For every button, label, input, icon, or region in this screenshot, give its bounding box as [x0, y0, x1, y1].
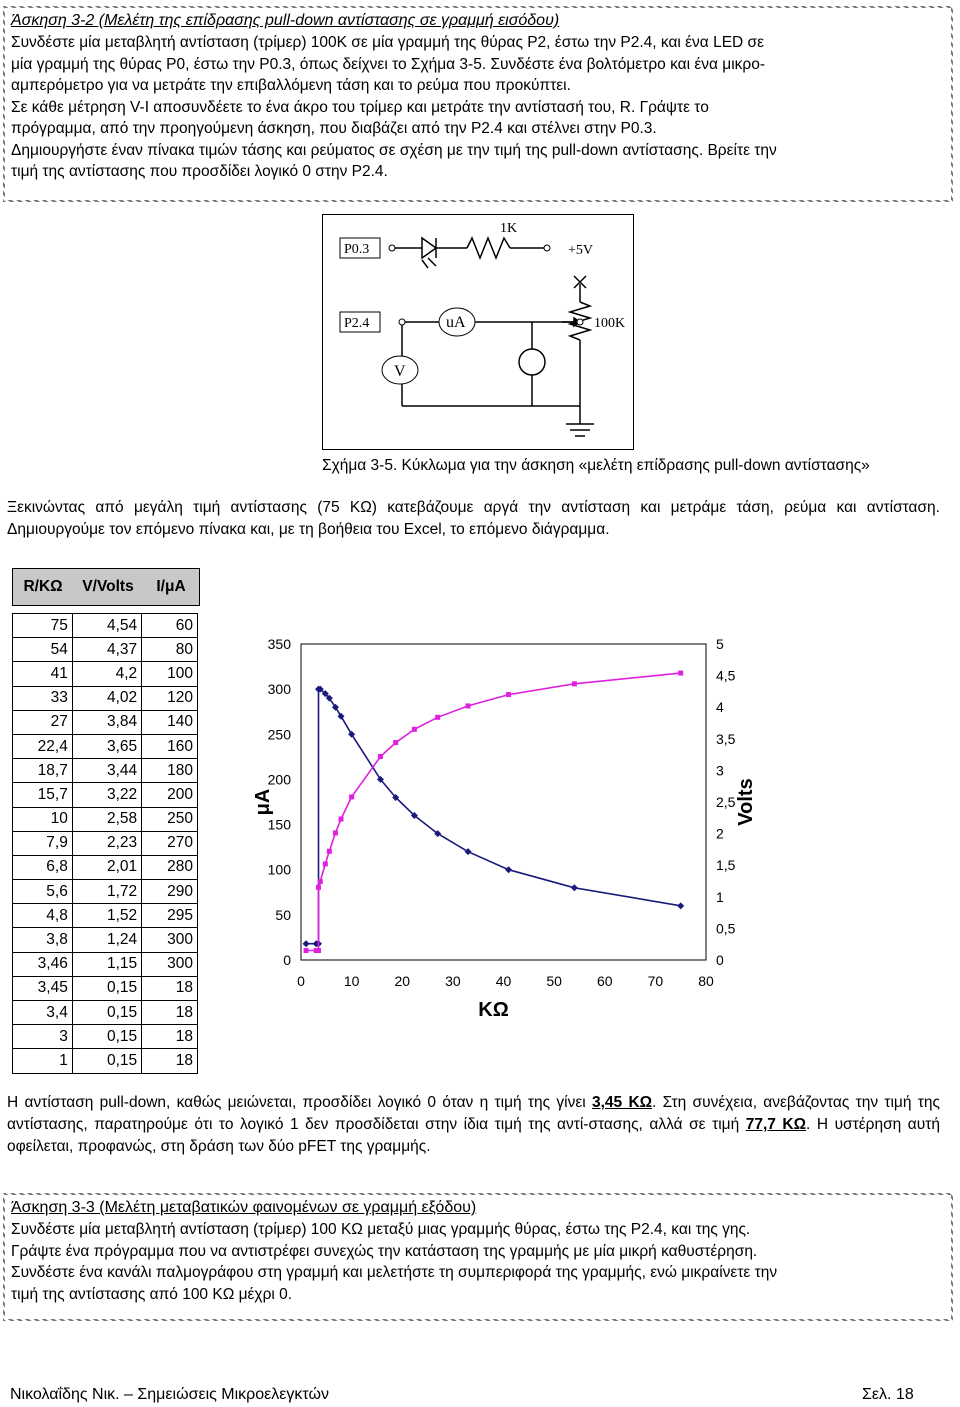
- cell-r: 7,9: [13, 831, 73, 855]
- point-volts: [435, 715, 440, 720]
- point-volts: [323, 861, 328, 866]
- y-tick-label: 250: [267, 726, 291, 743]
- y-tick-label: 150: [267, 816, 291, 833]
- cell-v: 3,84: [72, 710, 141, 734]
- cell-v: 0,15: [72, 1025, 141, 1049]
- y-tick-label: 350: [267, 636, 291, 652]
- cell-r: 4,8: [13, 904, 73, 928]
- point-volts: [466, 703, 471, 708]
- exercise-3-3-text: [11, 1219, 945, 1305]
- cell-r: 3,45: [13, 976, 73, 1000]
- cell-i: 18: [142, 1025, 198, 1049]
- cell-r: 10: [13, 807, 73, 831]
- ex32-line: Δημιουργήστε έναν πίνακα τιμών τάσης και ρεύματος σε σχέση με την τιμή της pull-down αντίστασης. Βρείτε την: [11, 141, 777, 159]
- cell-v: 1,52: [72, 904, 141, 928]
- point-volts: [304, 948, 309, 953]
- table-row: [13, 1001, 198, 1025]
- cell-r: 75: [13, 614, 73, 638]
- y2-tick-label: 3,5: [716, 730, 736, 747]
- intro-paragraph: Ξεκινώντας από μεγάλη τιμή αντίστασης (75 ΚΩ) κατεβάζουμε αργά την αντίσταση και μετράμε τάση, ρεύμα και αντίσταση. Δημιουργούμε τον επόμενο πίνακα και, με τη βοήθεια του Excel, το επόμενο διάγραμμα.: [7, 499, 940, 538]
- cell-i: 120: [142, 686, 198, 710]
- cell-v: 4,2: [72, 662, 141, 686]
- x-axis-label: ΚΩ: [478, 999, 509, 1021]
- label-ua: uA: [446, 314, 466, 331]
- figure-caption: Σχήμα 3-5. Κύκλωμα για την άσκηση «μελέτη επίδρασης pull-down αντίστασης»: [322, 457, 870, 474]
- cell-v: 0,15: [72, 1049, 141, 1073]
- ex33-line: τιμή της αντίστασης από 100 ΚΩ μέχρι 0.: [11, 1285, 293, 1303]
- ex32-line: Συνδέστε μία μεταβλητή αντίσταση (τρίμερ) 100K σε μία γραμμή της θύρας P2, έστω την P2.4, και ένα LED σε: [11, 34, 765, 51]
- table-row: [13, 734, 198, 758]
- exercise-3-2-title: Άσκηση 3-2 (Μελέτη της επίδρασης pull-down αντίστασης σε γραμμή εισόδου): [11, 12, 560, 29]
- label-5v: +5V: [568, 243, 594, 258]
- cell-r: 33: [13, 686, 73, 710]
- table-row: [13, 928, 198, 952]
- cell-i: 140: [142, 710, 198, 734]
- cell-i: 270: [142, 831, 198, 855]
- y2-tick-label: 2: [716, 825, 724, 842]
- cell-i: 160: [142, 734, 198, 758]
- cell-r: 5,6: [13, 880, 73, 904]
- x-tick-label: 70: [647, 973, 664, 989]
- y2-tick-label: 5: [716, 636, 724, 652]
- label-100k: 100K: [594, 316, 626, 331]
- cell-r: 1: [13, 1049, 73, 1073]
- cell-i: 60: [142, 614, 198, 638]
- table-row: [13, 638, 198, 662]
- cell-i: 200: [142, 783, 198, 807]
- header-r: R/ΚΩ: [23, 578, 63, 595]
- point-volts: [318, 879, 323, 884]
- y2-axis-label: Volts: [735, 778, 757, 826]
- conclusion-text-1: Η αντίσταση pull-down, καθώς μειώνεται, προσδίδει λογικό 0 όταν η τιμή της γίνει: [7, 1094, 592, 1111]
- y-tick-label: 100: [267, 861, 291, 878]
- cell-i: 290: [142, 880, 198, 904]
- cell-i: 300: [142, 928, 198, 952]
- header-v: V/Volts: [82, 578, 134, 595]
- table-row: [13, 976, 198, 1000]
- table-row: [13, 880, 198, 904]
- cell-r: 22,4: [13, 734, 73, 758]
- y2-tick-label: 0: [716, 952, 724, 968]
- ex32-line: Σε κάθε μέτρηση V-I αποσυνδέετε το ένα άκρο του τρίμερ και μετράτε την αντίστασή του, R. Γράψτε το: [11, 98, 709, 116]
- y-tick-label: 200: [267, 771, 291, 788]
- table-row: [13, 855, 198, 879]
- x-tick-label: 60: [596, 973, 613, 989]
- cell-i: 250: [142, 807, 198, 831]
- cell-v: 1,24: [72, 928, 141, 952]
- exercise-3-2-text: [11, 32, 945, 183]
- ex32-line: τιμή της αντίστασης που προσδίδει λογικό 0 στην P2.4.: [11, 163, 388, 180]
- value-3-45: 3,45 ΚΩ: [592, 1094, 653, 1111]
- y-tick-label: 50: [275, 906, 291, 923]
- cell-v: 2,58: [72, 807, 141, 831]
- point-volts: [327, 849, 332, 854]
- point-volts: [314, 948, 319, 953]
- conclusion-text-3: . Η υστέρηση αυτή οφείλεται, προφανώς, στη δράση των δύο pFET της γραμμής.: [7, 1116, 940, 1155]
- point-volts: [506, 692, 511, 697]
- y2-tick-label: 0,5: [716, 920, 736, 937]
- label-v: V: [394, 363, 406, 380]
- cell-i: 18: [142, 1049, 198, 1073]
- ex32-line: πρόγραμμα, από την προηγούμενη άσκηση, που διαβάζει από την P2.4 και στέλνει στην P0.3.: [11, 120, 657, 137]
- exercise-3-2-box: [3, 6, 953, 202]
- cell-v: 4,37: [72, 638, 141, 662]
- cell-r: 3: [13, 1025, 73, 1049]
- cell-r: 54: [13, 638, 73, 662]
- x-tick-label: 30: [445, 973, 461, 989]
- cell-v: 2,01: [72, 855, 141, 879]
- conclusion-text-2: . Στη συνέχεια, ανεβάζοντας την τιμή της αντίστασης, παρατηρούμε ότι το λογικό 1 δεν προσδίδεται στην ίδια τιμή της αντί-στασης, αλλά σε τιμή: [7, 1094, 940, 1133]
- point-volts: [378, 754, 383, 759]
- exercise-3-3-box: [3, 1193, 953, 1321]
- y2-tick-label: 1,5: [716, 857, 736, 874]
- point-volts: [412, 727, 417, 732]
- cell-r: 3,8: [13, 928, 73, 952]
- cell-v: 0,15: [72, 1001, 141, 1025]
- point-volts: [338, 817, 343, 822]
- cell-v: 3,44: [72, 759, 141, 783]
- cell-v: 1,72: [72, 880, 141, 904]
- table-row: [13, 831, 198, 855]
- y-tick-label: 300: [267, 681, 291, 698]
- x-tick-label: 20: [394, 973, 411, 989]
- cell-r: 27: [13, 710, 73, 734]
- header-i: I/μA: [156, 578, 186, 595]
- cell-i: 180: [142, 759, 198, 783]
- cell-i: 300: [142, 952, 198, 976]
- table-row: [13, 904, 198, 928]
- x-tick-label: 50: [546, 973, 562, 989]
- ex33-line: Γράψτε ένα πρόγραμμα που να αντιστρέφει συνεχώς την κατάσταση της γραμμής με μία μικρή καθυστέρηση.: [11, 1242, 758, 1260]
- value-77-7: 77,7 ΚΩ: [745, 1116, 807, 1133]
- table-row: [13, 614, 198, 638]
- y2-tick-label: 3: [716, 762, 724, 779]
- point-volts: [572, 681, 577, 686]
- cell-i: 100: [142, 662, 198, 686]
- x-tick-label: 40: [495, 973, 512, 989]
- cell-r: 6,8: [13, 855, 73, 879]
- y2-tick-label: 2,5: [716, 794, 736, 810]
- table-row: [13, 952, 198, 976]
- circuit-diagram: [322, 214, 634, 450]
- ex32-line: αμπερόμετρο για να μετράτε την επιβαλλόμενη τάση και το ρεύμα που προκύπτει.: [11, 77, 571, 94]
- label-1k: 1K: [500, 221, 518, 236]
- cell-i: 18: [142, 1001, 198, 1025]
- y2-tick-label: 1: [716, 888, 724, 905]
- plot-area: [301, 644, 706, 960]
- point-volts: [316, 885, 321, 890]
- label-p24: P2.4: [344, 316, 370, 331]
- cell-v: 2,23: [72, 831, 141, 855]
- cell-v: 0,15: [72, 976, 141, 1000]
- x-tick-label: 80: [698, 973, 714, 989]
- cell-i: 80: [142, 638, 198, 662]
- table-row: [13, 759, 198, 783]
- y2-tick-label: 4: [716, 699, 724, 716]
- y-axis-label: μA: [252, 788, 274, 816]
- x-tick-label: 10: [343, 973, 360, 989]
- ex33-line: Συνδέστε μία μεταβλητή αντίσταση (τρίμερ) 100 ΚΩ μεταξύ μιας γραμμής θύρας, έστω της P2.4, και της γης.: [11, 1221, 751, 1238]
- point-volts: [349, 794, 354, 799]
- cell-i: 295: [142, 904, 198, 928]
- x-tick-label: 0: [297, 973, 305, 989]
- table-row: [13, 710, 198, 734]
- cell-r: 3,4: [13, 1001, 73, 1025]
- table-row: [13, 783, 198, 807]
- point-volts: [393, 740, 398, 745]
- cell-r: 41: [13, 662, 73, 686]
- table-row: [13, 686, 198, 710]
- point-volts: [678, 671, 683, 676]
- cell-v: 3,65: [72, 734, 141, 758]
- cell-i: 280: [142, 855, 198, 879]
- label-p03: P0.3: [344, 242, 370, 257]
- y-tick-label: 0: [283, 952, 291, 968]
- table-row: [13, 1025, 198, 1049]
- cell-v: 3,22: [72, 783, 141, 807]
- cell-r: 15,7: [13, 783, 73, 807]
- cell-v: 1,15: [72, 952, 141, 976]
- cell-v: 4,02: [72, 686, 141, 710]
- ex33-line: Συνδέστε ένα κανάλι παλμογράφου στη γραμμή και μελετήστε τη συμπεριφορά της γραμμής, ενώ μικραίνετε την: [11, 1264, 778, 1281]
- table-row: [13, 807, 198, 831]
- cell-r: 18,7: [13, 759, 73, 783]
- conclusion-paragraph: [7, 1092, 940, 1158]
- y2-tick-label: 4,5: [716, 667, 736, 684]
- table-header: [12, 568, 200, 606]
- cell-r: 3,46: [13, 952, 73, 976]
- cell-v: 4,54: [72, 614, 141, 638]
- footer-author: Νικολαΐδης Νικ. – Σημειώσεις Μικροελεγκτών: [10, 1386, 330, 1403]
- table-row: [13, 662, 198, 686]
- point-volts: [333, 830, 338, 835]
- chart: [235, 620, 765, 1030]
- footer-page: Σελ. 18: [862, 1386, 914, 1403]
- cell-i: 18: [142, 976, 198, 1000]
- exercise-3-3-title: Άσκηση 3-3 (Μελέτη μεταβατικών φαινομένων σε γραμμή εξόδου): [11, 1199, 477, 1216]
- ex32-line: μία γραμμή της θύρας P0, έστω την P0.3, όπως δείχνει το Σχήμα 3-5. Συνδέστε ένα βολτόμετρο και ένα μικρο-: [11, 55, 765, 73]
- table-row: [13, 1049, 198, 1073]
- values-table: [12, 613, 198, 1074]
